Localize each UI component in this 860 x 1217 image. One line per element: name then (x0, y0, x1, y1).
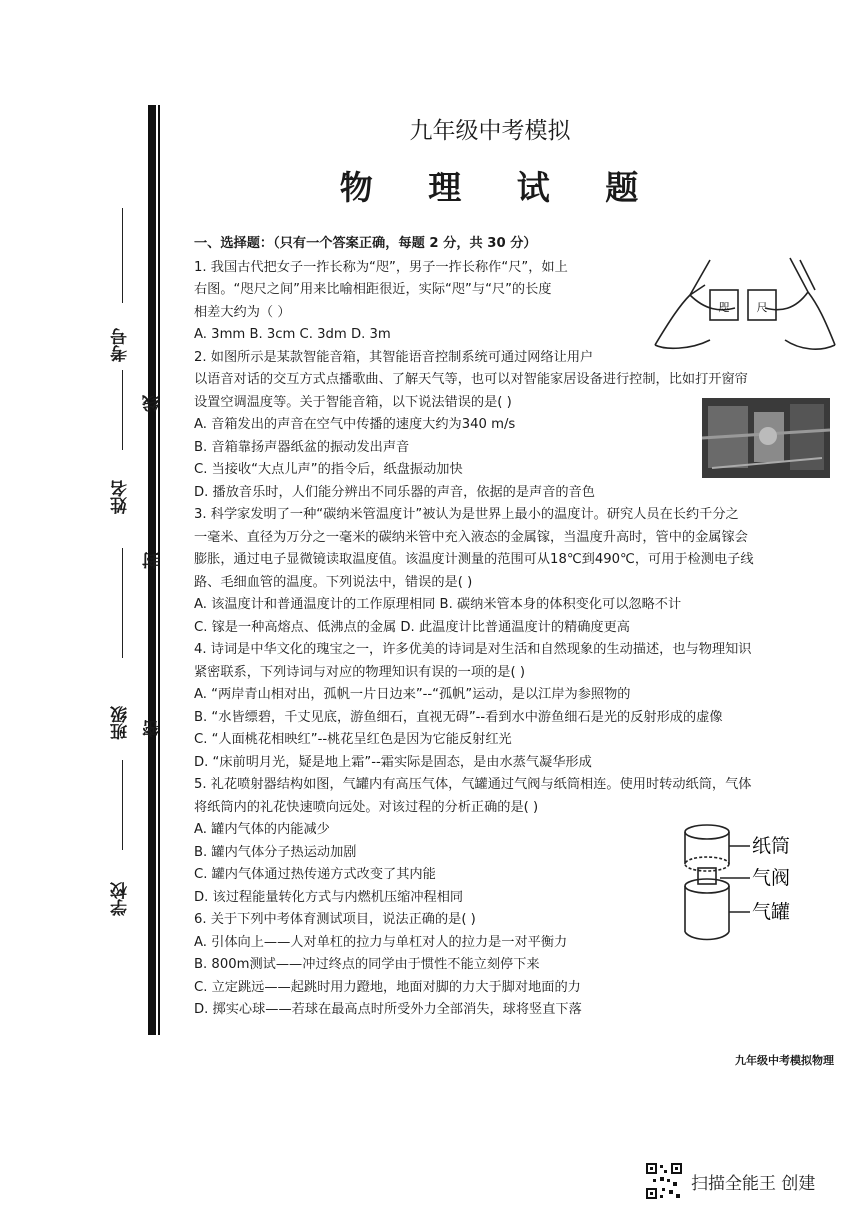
text-line: 1. 我国古代把女子一拃长称为“咫”，男子一拃长称作“尺”，如上 (194, 259, 568, 275)
text-line: A. 音箱发出的声音在空气中传播的速度大约为340 m/s (194, 417, 516, 432)
text-line: C. 罐内气体通过热传递方式改变了其内能 (194, 867, 436, 882)
text-line: B. 罐内气体分子热运动加剧 (194, 844, 357, 860)
text-line: D. 掷实心球——若球在最高点时所受外力全部消失，球将竖直下落 (194, 1002, 582, 1017)
text-line: 4. 诗词是中华文化的瑰宝之一，许多优美的诗词是对生活和自然现象的生动描述，也与物理知识 (194, 642, 752, 657)
hands-figure (650, 250, 840, 360)
text-line: D. 该过程能量转化方式与内燃机压缩冲程相同 (194, 889, 464, 905)
text-line: 6. 关于下列中考体育测试项目，说法正确的是( ) (194, 912, 476, 927)
text-line: A. 引体向上——人对单杠的拉力与单杠对人的拉力是一对平衡力 (194, 934, 568, 950)
text-line: D. “床前明月光，疑是地上霜”--霜实际是固态，是由水蒸气凝华形成 (194, 754, 592, 770)
hand-label-1: 咫 (718, 301, 730, 314)
text-line: A. “两岸青山相对出，孤帆一片日边来”--“孤帆”运动，是以江岸为参照物的 (194, 687, 631, 702)
page-footer: 九年级中考模拟物理 (735, 1054, 834, 1067)
page-subtitle: 九年级中考模拟 (409, 118, 571, 144)
xian-label: 线 (143, 395, 163, 412)
text-line: 相差大约为（ ） (194, 304, 291, 320)
cyl-label-3: 气罐 (752, 901, 791, 923)
text-line: D. 播放音乐时，人们能分辨出不同乐器的声音，依据的是声音的音色 (194, 484, 595, 500)
text-line: 紧密联系，下列诗词与对应的物理知识有误的一项的是( ) (194, 664, 525, 680)
qr-code-icon (645, 1162, 683, 1200)
banji-line (122, 548, 123, 658)
section-heading: 一、选择题：（只有一个答案正确，每题 2 分，共 30 分） (194, 236, 537, 251)
text-line: B. 音箱靠扬声器纸盆的振动发出声音 (194, 439, 410, 455)
scanner-watermark (645, 1162, 815, 1200)
text-line: C. 当接收“大点儿声”的指令后，纸盘振动加快 (194, 462, 463, 477)
xingming-line (122, 370, 123, 450)
feng-label: 封 (143, 552, 163, 569)
mi-label: 密 (143, 720, 163, 737)
text-line: 设置空调温度等。关于智能音箱，以下说法错误的是( ) (194, 394, 512, 410)
xingming-label: 姓名 (111, 480, 131, 514)
text-line: A. 该温度计和普通温度计的工作原理相同 B. 碳纳米管本身的体积变化可以忽略不计 (194, 597, 682, 612)
text-line: C. 镓是一种高熔点、低沸点的金属 D. 此温度计比普通温度计的精确度更高 (194, 619, 630, 635)
text-line: 2. 如图所示是某款智能音箱，其智能语音控制系统可通过网络让用户 (194, 349, 594, 365)
text-line: B. 800m测试——冲过终点的同学由于惯性不能立刻停下来 (194, 957, 540, 972)
text-line: 右图。“咫尺之间”用来比喻相距很近，实际“咫”与“尺”的长度 (194, 282, 552, 297)
confetti-cannon-figure (672, 820, 842, 950)
hand-label-2: 尺 (756, 301, 768, 314)
banji-label: 班级 (111, 706, 131, 740)
watermark-text: 扫描全能王 创建 (691, 1173, 816, 1194)
binding-rule (148, 105, 156, 1035)
text-line: A. 罐内气体的内能减少 (194, 822, 330, 837)
binding-rule-thin (158, 105, 160, 1035)
text-line: 将纸筒内的礼花快速喷向远处。对该过程的分析正确的是( ) (194, 799, 539, 815)
text-line: A. 3mm B. 3cm C. 3dm D. 3m (194, 327, 391, 342)
text-line: 以语音对话的交互方式点播歌曲、了解天气等，也可以对智能家居设备进行控制，比如打开窗帘 (194, 372, 748, 387)
text-line: 3. 科学家发明了一种“碳纳米管温度计”被认为是世界上最小的温度计。研究人员在长约千分之 (194, 507, 739, 522)
text-line: C. “人面桃花相映红”--桃花呈红色是因为它能反射红光 (194, 732, 512, 747)
text-line: C. 立定跳远——起跳时用力蹬地，地面对脚的力大于脚对地面的力 (194, 979, 581, 995)
page-title: 物 理 试 题 (339, 168, 661, 207)
kaohao-line (122, 208, 123, 303)
kaohao-label: 考号 (111, 328, 131, 362)
cyl-label-2: 气阀 (752, 867, 791, 889)
xuexiao-label: 学校 (111, 882, 131, 916)
cyl-label-1: 纸筒 (752, 835, 791, 857)
text-line: 膨胀，通过电子显微镜读取温度值。该温度计测量的范围可从18℃到490℃，可用于检测电子线 (194, 552, 754, 567)
text-line: 路、毛细血管的温度。下列说法中，错误的是( ) (194, 574, 473, 590)
xuexiao-line (122, 760, 123, 850)
smart-speaker-photo (702, 398, 830, 478)
text-line: 一毫米、直径为万分之一毫米的碳纳米管中充入液态的金属镓，当温度升高时，管中的金属镓会 (194, 529, 748, 545)
text-line: 5. 礼花喷射器结构如图，气罐内有高压气体，气罐通过气阀与纸筒相连。使用时转动纸筒，气体 (194, 777, 752, 792)
text-line: B. “水皆缥碧，千丈见底，游鱼细石，直视无碍”--看到水中游鱼细石是光的反射形成的虚像 (194, 709, 723, 725)
